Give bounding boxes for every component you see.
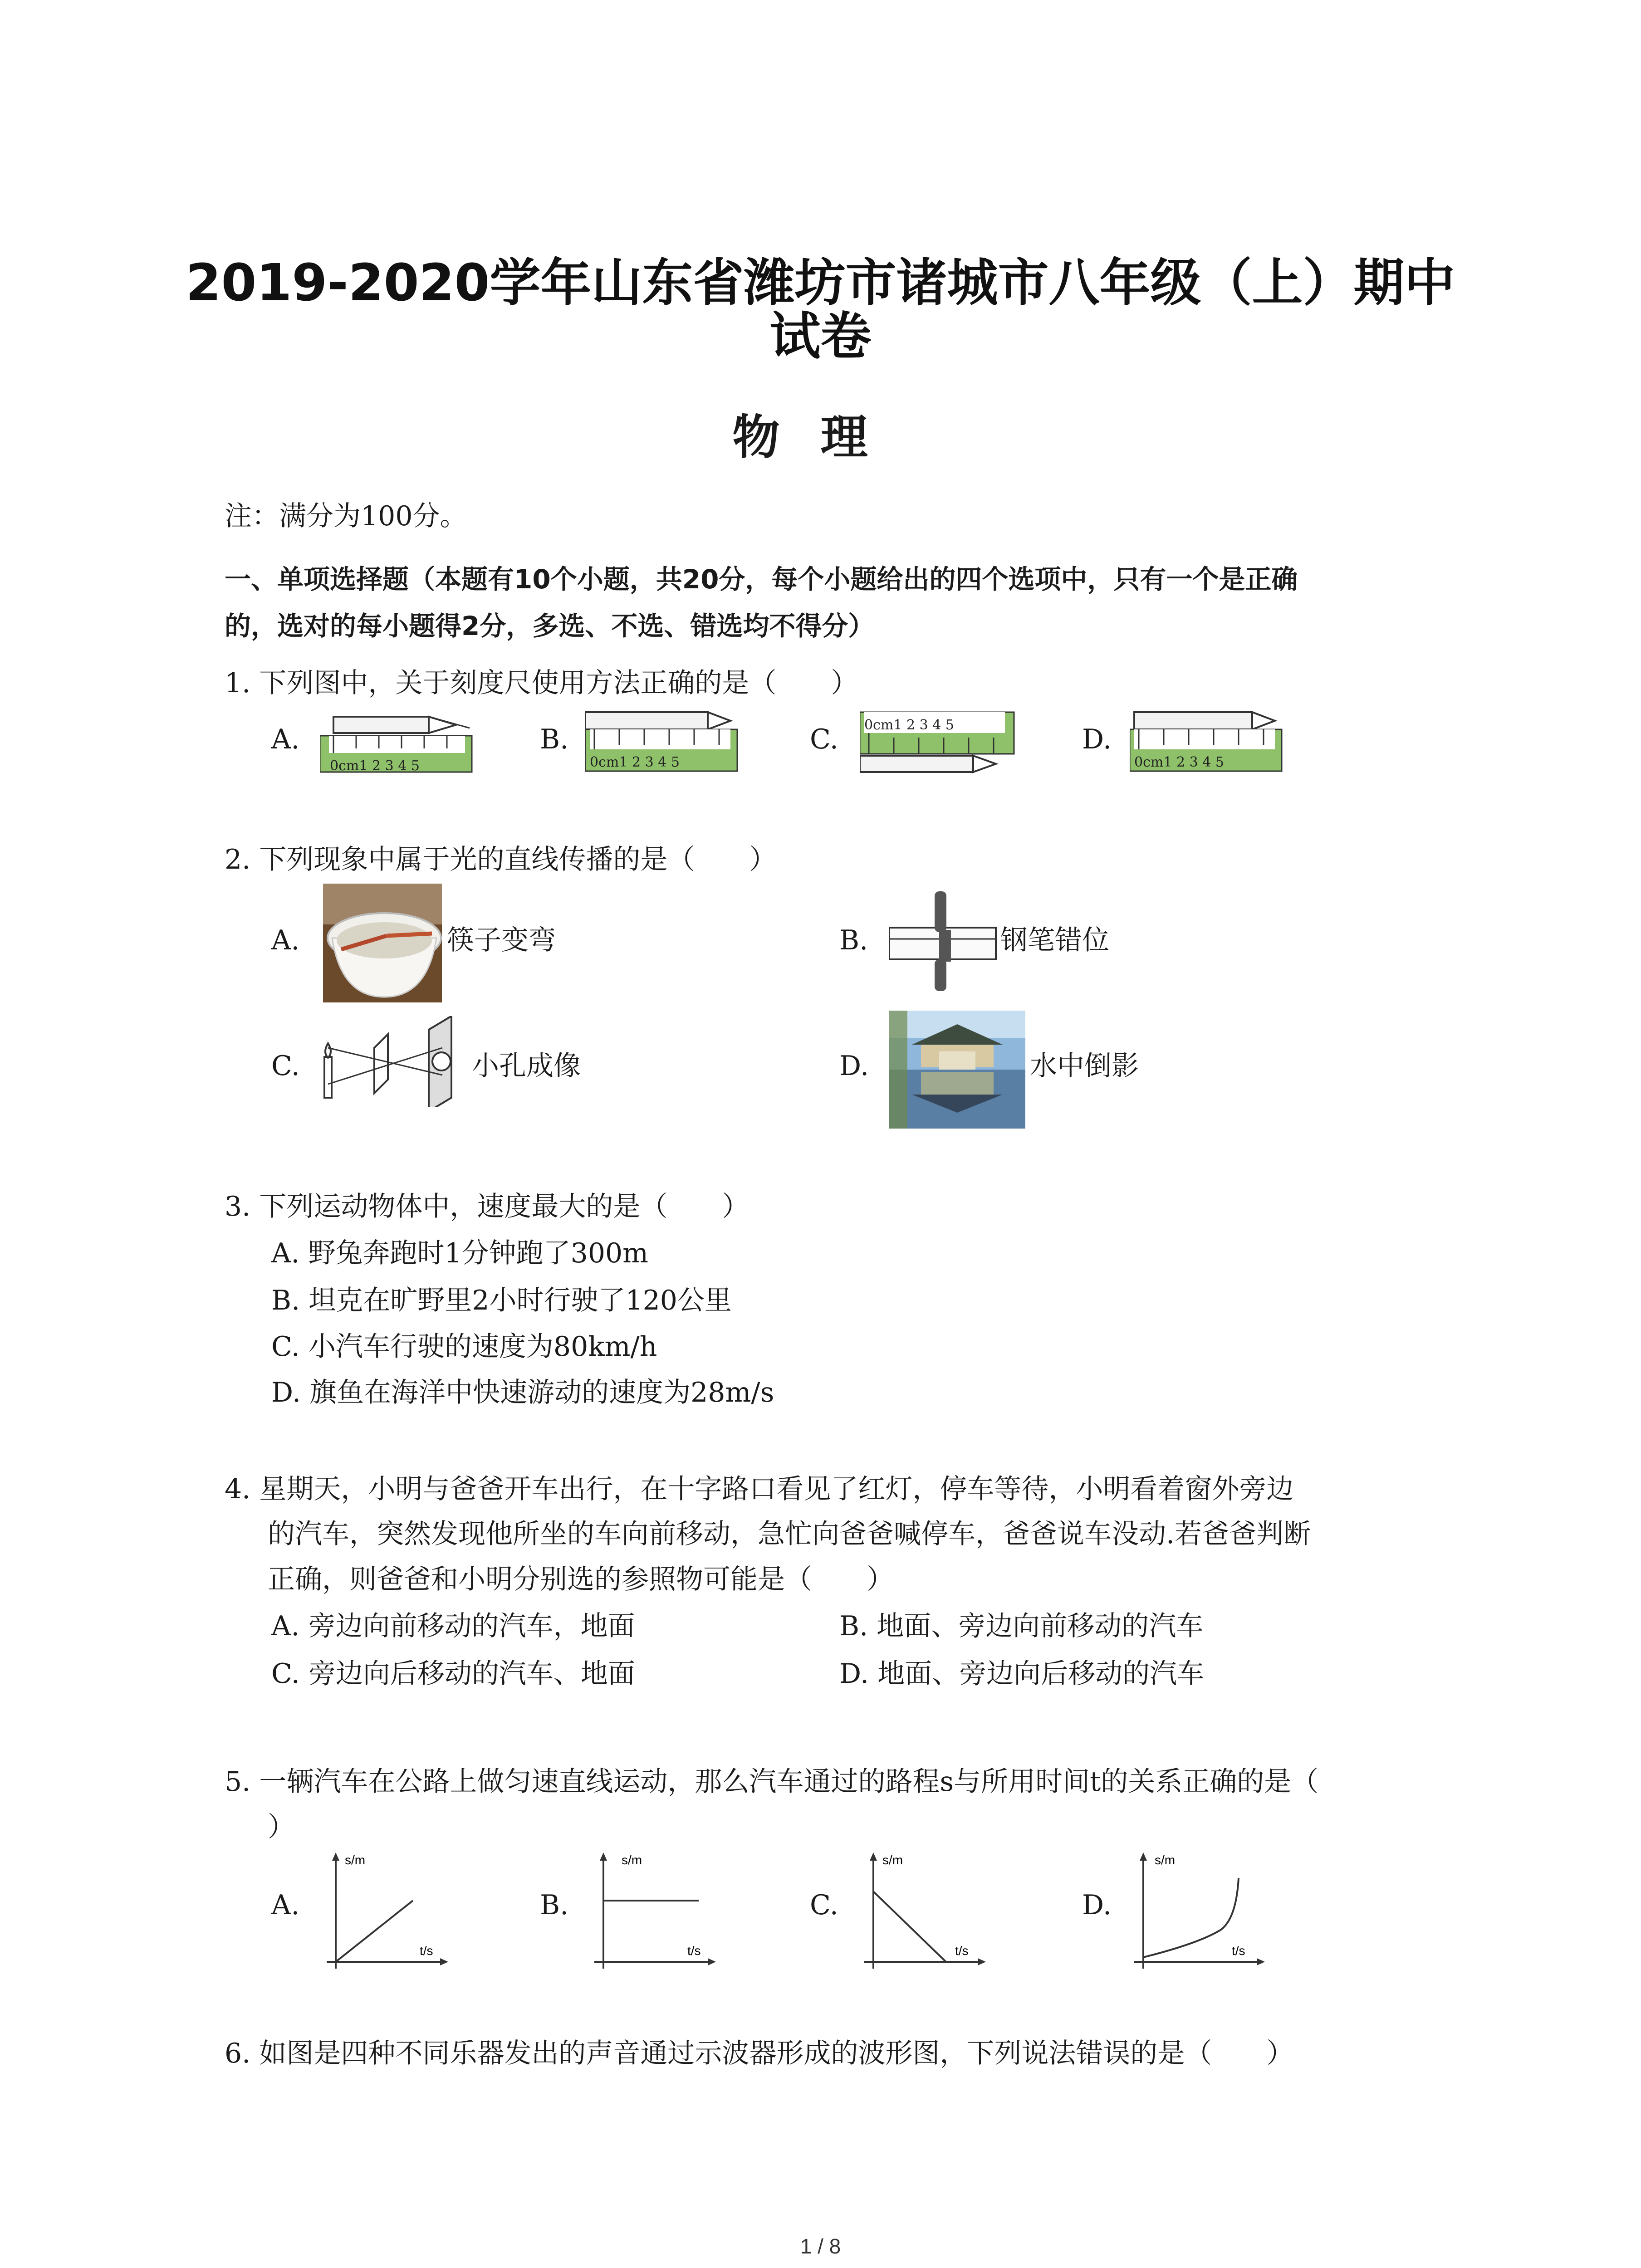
q5-b-x-axis-label: t/s: [687, 1944, 701, 1958]
q5-graph-c-decreasing-line: [860, 1851, 987, 1973]
q1-option-c-label: C.: [810, 723, 838, 755]
q3-option-b: B. 坦克在旷野里2小时行驶了120公里: [271, 1285, 732, 1316]
page-number: 1 / 8: [800, 2234, 841, 2258]
svg-text:0cm1 2 3 4 5: 0cm1 2 3 4 5: [330, 758, 420, 774]
q5-graph-a-proportional-line: [322, 1851, 449, 1973]
question-2-stem: 2. 下列现象中属于光的直线传播的是（ ）: [225, 844, 777, 875]
q1-option-a-label: A.: [271, 723, 300, 755]
exam-title-line1: 2019-2020学年山东省潍坊市诸城市八年级（上）期中: [186, 254, 1455, 313]
q5-c-x-axis-label: t/s: [955, 1944, 969, 1958]
q1-option-d-label: D.: [1082, 723, 1112, 755]
question-4-stem-line2: 的汽车，突然发现他所坐的车向前移动，急忙向爸爸喊停车，爸爸说车没动.若爸爸判断: [268, 1518, 1311, 1550]
q2-option-d-caption: 水中倒影: [1030, 1050, 1139, 1082]
q1-option-b-label: B.: [540, 723, 569, 755]
q5-d-y-axis-label: s/m: [1155, 1853, 1176, 1867]
q3-option-a: A. 野兔奔跑时1分钟跑了300m: [271, 1237, 649, 1269]
q2-figure-bent-chopsticks-photo: [323, 884, 442, 1002]
question-1-stem: 1. 下列图中，关于刻度尺使用方法正确的是（ ）: [225, 667, 858, 699]
q3-option-d: D. 旗鱼在海洋中快速游动的速度为28m/s: [271, 1377, 774, 1408]
q5-option-b-label: B.: [540, 1889, 569, 1921]
subject-heading: 物理: [732, 409, 909, 465]
q1-figure-a-ruler: [320, 703, 476, 776]
svg-text:0cm1 2 3 4 5: 0cm1 2 3 4 5: [590, 754, 680, 770]
question-6-stem: 6. 如图是四种不同乐器发出的声音通过示波器形成的波形图，下列说法错误的是（ ）: [225, 2038, 1294, 2069]
q5-option-a-label: A.: [271, 1889, 300, 1921]
q2-figure-pen-glass-block: [889, 887, 998, 996]
question-5-stem-line2: ）: [268, 1811, 295, 1843]
svg-text:0cm1 2 3 4 5: 0cm1 2 3 4 5: [864, 717, 954, 733]
q4-option-d: D. 地面、旁边向后移动的汽车: [839, 1658, 1205, 1690]
q2-option-c-label: C.: [271, 1050, 300, 1082]
q5-a-y-axis-label: s/m: [345, 1853, 366, 1867]
q2-figure-water-reflection-photo: [889, 1011, 1025, 1129]
q1-figure-b-ruler: [585, 703, 742, 776]
section-heading-line2: 的，选对的每小题得2分，多选、不选、错选均不得分）: [225, 611, 875, 641]
q4-option-a: A. 旁边向前移动的汽车，地面: [271, 1610, 635, 1642]
q5-a-x-axis-label: t/s: [420, 1944, 433, 1958]
exam-title-line2: 试卷: [769, 307, 872, 366]
score-note: 注：满分为100分。: [225, 500, 467, 532]
q5-option-d-label: D.: [1082, 1889, 1112, 1921]
question-4-stem-line3: 正确，则爸爸和小明分别选的参照物可能是（ ）: [268, 1564, 894, 1595]
q1-figure-d-ruler: [1130, 703, 1286, 776]
q4-option-c: C. 旁边向后移动的汽车、地面: [271, 1658, 635, 1690]
q5-graph-b-horizontal-line: [590, 1851, 717, 1973]
q2-option-b-label: B.: [839, 924, 868, 956]
question-3-stem: 3. 下列运动物体中，速度最大的是（ ）: [225, 1191, 749, 1222]
q1-figure-c-ruler: [860, 703, 1016, 776]
q5-d-x-axis-label: t/s: [1232, 1944, 1245, 1958]
q5-c-y-axis-label: s/m: [882, 1853, 903, 1867]
q4-option-b: B. 地面、旁边向前移动的汽车: [839, 1610, 1204, 1642]
q2-option-c-caption: 小孔成像: [472, 1050, 581, 1082]
q2-option-d-label: D.: [839, 1050, 869, 1082]
q5-b-y-axis-label: s/m: [622, 1853, 642, 1867]
q2-option-a-caption: 筷子变弯: [447, 924, 556, 956]
q2-figure-pinhole-camera: [320, 1016, 470, 1107]
question-4-stem-line1: 4. 星期天，小明与爸爸开车出行，在十字路口看见了红灯，停车等待，小明看着窗外旁边: [225, 1473, 1294, 1505]
svg-text:0cm1 2 3 4 5: 0cm1 2 3 4 5: [1134, 754, 1224, 770]
q2-option-b-caption: 钢笔错位: [1000, 924, 1109, 956]
q2-option-a-label: A.: [271, 924, 300, 956]
q5-graph-d-accelerating-curve: [1130, 1851, 1266, 1973]
section-heading-line1: 一、单项选择题（本题有10个小题，共20分，每个小题给出的四个选项中，只有一个是正确: [225, 564, 1298, 595]
q5-option-c-label: C.: [810, 1889, 838, 1921]
q3-option-c: C. 小汽车行驶的速度为80km/h: [271, 1331, 657, 1363]
question-5-stem-line1: 5. 一辆汽车在公路上做匀速直线运动，那么汽车通过的路程s与所用时间t的关系正确的是（: [225, 1766, 1319, 1798]
